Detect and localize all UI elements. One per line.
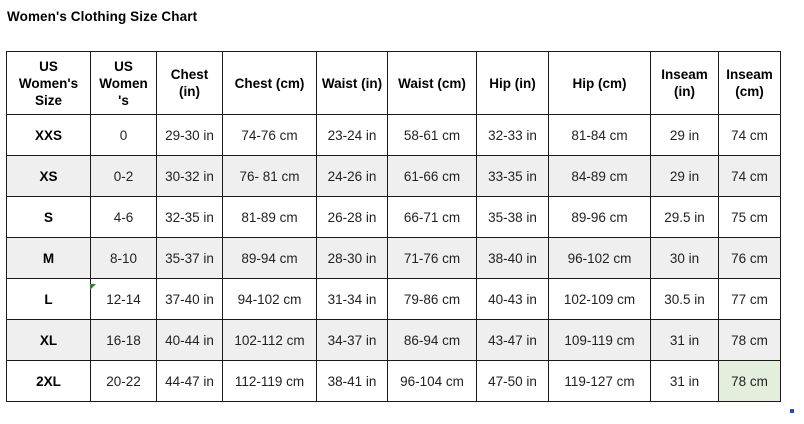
table-cell[interactable]: 31 in: [651, 361, 719, 402]
table-cell[interactable]: M: [7, 238, 91, 279]
table-cell[interactable]: 30.5 in: [651, 279, 719, 320]
table-cell[interactable]: 89-94 cm: [223, 238, 317, 279]
table-cell[interactable]: 29 in: [651, 115, 719, 156]
table-cell[interactable]: 74-76 cm: [223, 115, 317, 156]
selection-fill-handle[interactable]: [790, 409, 794, 413]
table-cell[interactable]: 30 in: [651, 238, 719, 279]
column-header[interactable]: Hip (in): [477, 52, 549, 115]
table-row: [7, 156, 781, 197]
table-cell[interactable]: 28-30 in: [317, 238, 388, 279]
table-cell[interactable]: 102-112 cm: [223, 320, 317, 361]
column-header[interactable]: US Women 's: [91, 52, 157, 115]
table-cell[interactable]: 35-38 in: [477, 197, 549, 238]
size-chart-table: [6, 51, 781, 402]
table-cell[interactable]: 47-50 in: [477, 361, 549, 402]
table-cell[interactable]: 0: [91, 115, 157, 156]
table-cell[interactable]: 61-66 cm: [388, 156, 477, 197]
table-cell[interactable]: 2XL: [7, 361, 91, 402]
table-cell[interactable]: 32-35 in: [157, 197, 223, 238]
table-cell[interactable]: L: [7, 279, 91, 320]
column-header[interactable]: Hip (cm): [549, 52, 651, 115]
table-cell[interactable]: 75 cm: [719, 197, 781, 238]
table-cell[interactable]: 26-28 in: [317, 197, 388, 238]
table-cell[interactable]: 8-10: [91, 238, 157, 279]
comment-indicator-icon: [90, 284, 96, 290]
column-header[interactable]: Inseam (in): [651, 52, 719, 115]
column-header[interactable]: Waist (cm): [388, 52, 477, 115]
table-cell[interactable]: 37-40 in: [157, 279, 223, 320]
table-cell[interactable]: 43-47 in: [477, 320, 549, 361]
table-cell[interactable]: 81-89 cm: [223, 197, 317, 238]
table-cell[interactable]: 20-22: [91, 361, 157, 402]
table-cell[interactable]: 119-127 cm: [549, 361, 651, 402]
table-row: [7, 115, 781, 156]
table-cell[interactable]: XXS: [7, 115, 91, 156]
table-cell[interactable]: 4-6: [91, 197, 157, 238]
table-row: [7, 279, 781, 320]
table-cell[interactable]: 16-18: [91, 320, 157, 361]
table-row: [7, 320, 781, 361]
table-cell[interactable]: 29-30 in: [157, 115, 223, 156]
table-cell[interactable]: 96-104 cm: [388, 361, 477, 402]
table-cell[interactable]: 12-14: [91, 279, 157, 320]
table-cell[interactable]: 40-43 in: [477, 279, 549, 320]
table-cell[interactable]: 34-37 in: [317, 320, 388, 361]
table-cell[interactable]: 74 cm: [719, 156, 781, 197]
table-cell[interactable]: 74 cm: [719, 115, 781, 156]
table-cell[interactable]: 66-71 cm: [388, 197, 477, 238]
table-cell[interactable]: 76- 81 cm: [223, 156, 317, 197]
table-cell[interactable]: 79-86 cm: [388, 279, 477, 320]
column-header[interactable]: Inseam (cm): [719, 52, 781, 115]
table-cell[interactable]: XL: [7, 320, 91, 361]
column-header[interactable]: Chest (in): [157, 52, 223, 115]
table-cell[interactable]: 40-44 in: [157, 320, 223, 361]
table-cell[interactable]: 0-2: [91, 156, 157, 197]
table-cell[interactable]: 32-33 in: [477, 115, 549, 156]
table-cell[interactable]: 31-34 in: [317, 279, 388, 320]
table-cell[interactable]: 78 cm: [719, 320, 781, 361]
table-cell[interactable]: 112-119 cm: [223, 361, 317, 402]
table-cell[interactable]: 35-37 in: [157, 238, 223, 279]
column-header[interactable]: Chest (cm): [223, 52, 317, 115]
table-cell[interactable]: 44-47 in: [157, 361, 223, 402]
table-cell[interactable]: 33-35 in: [477, 156, 549, 197]
selected-cell[interactable]: 78 cm: [719, 361, 781, 402]
table-cell[interactable]: 58-61 cm: [388, 115, 477, 156]
table-row: [7, 238, 781, 279]
table-cell[interactable]: 77 cm: [719, 279, 781, 320]
table-cell[interactable]: 86-94 cm: [388, 320, 477, 361]
table-cell[interactable]: 38-40 in: [477, 238, 549, 279]
header-row: [7, 52, 781, 115]
table-cell[interactable]: 109-119 cm: [549, 320, 651, 361]
table-row: [7, 197, 781, 238]
table-cell[interactable]: 76 cm: [719, 238, 781, 279]
table-cell[interactable]: 89-96 cm: [549, 197, 651, 238]
column-header[interactable]: US Women's Size: [7, 52, 91, 115]
table-cell[interactable]: 30-32 in: [157, 156, 223, 197]
table-cell[interactable]: 29.5 in: [651, 197, 719, 238]
table-row: [7, 361, 781, 402]
table-cell[interactable]: 29 in: [651, 156, 719, 197]
table-cell[interactable]: 84-89 cm: [549, 156, 651, 197]
column-header[interactable]: Waist (in): [317, 52, 388, 115]
table-cell[interactable]: S: [7, 197, 91, 238]
table-cell[interactable]: 94-102 cm: [223, 279, 317, 320]
table-cell[interactable]: 38-41 in: [317, 361, 388, 402]
table-cell[interactable]: 102-109 cm: [549, 279, 651, 320]
page-title: Women's Clothing Size Chart: [7, 9, 198, 24]
table-cell[interactable]: 71-76 cm: [388, 238, 477, 279]
table-cell[interactable]: 24-26 in: [317, 156, 388, 197]
table-cell[interactable]: XS: [7, 156, 91, 197]
table-cell[interactable]: 96-102 cm: [549, 238, 651, 279]
table-cell[interactable]: 23-24 in: [317, 115, 388, 156]
table-cell[interactable]: 81-84 cm: [549, 115, 651, 156]
table-cell[interactable]: 31 in: [651, 320, 719, 361]
